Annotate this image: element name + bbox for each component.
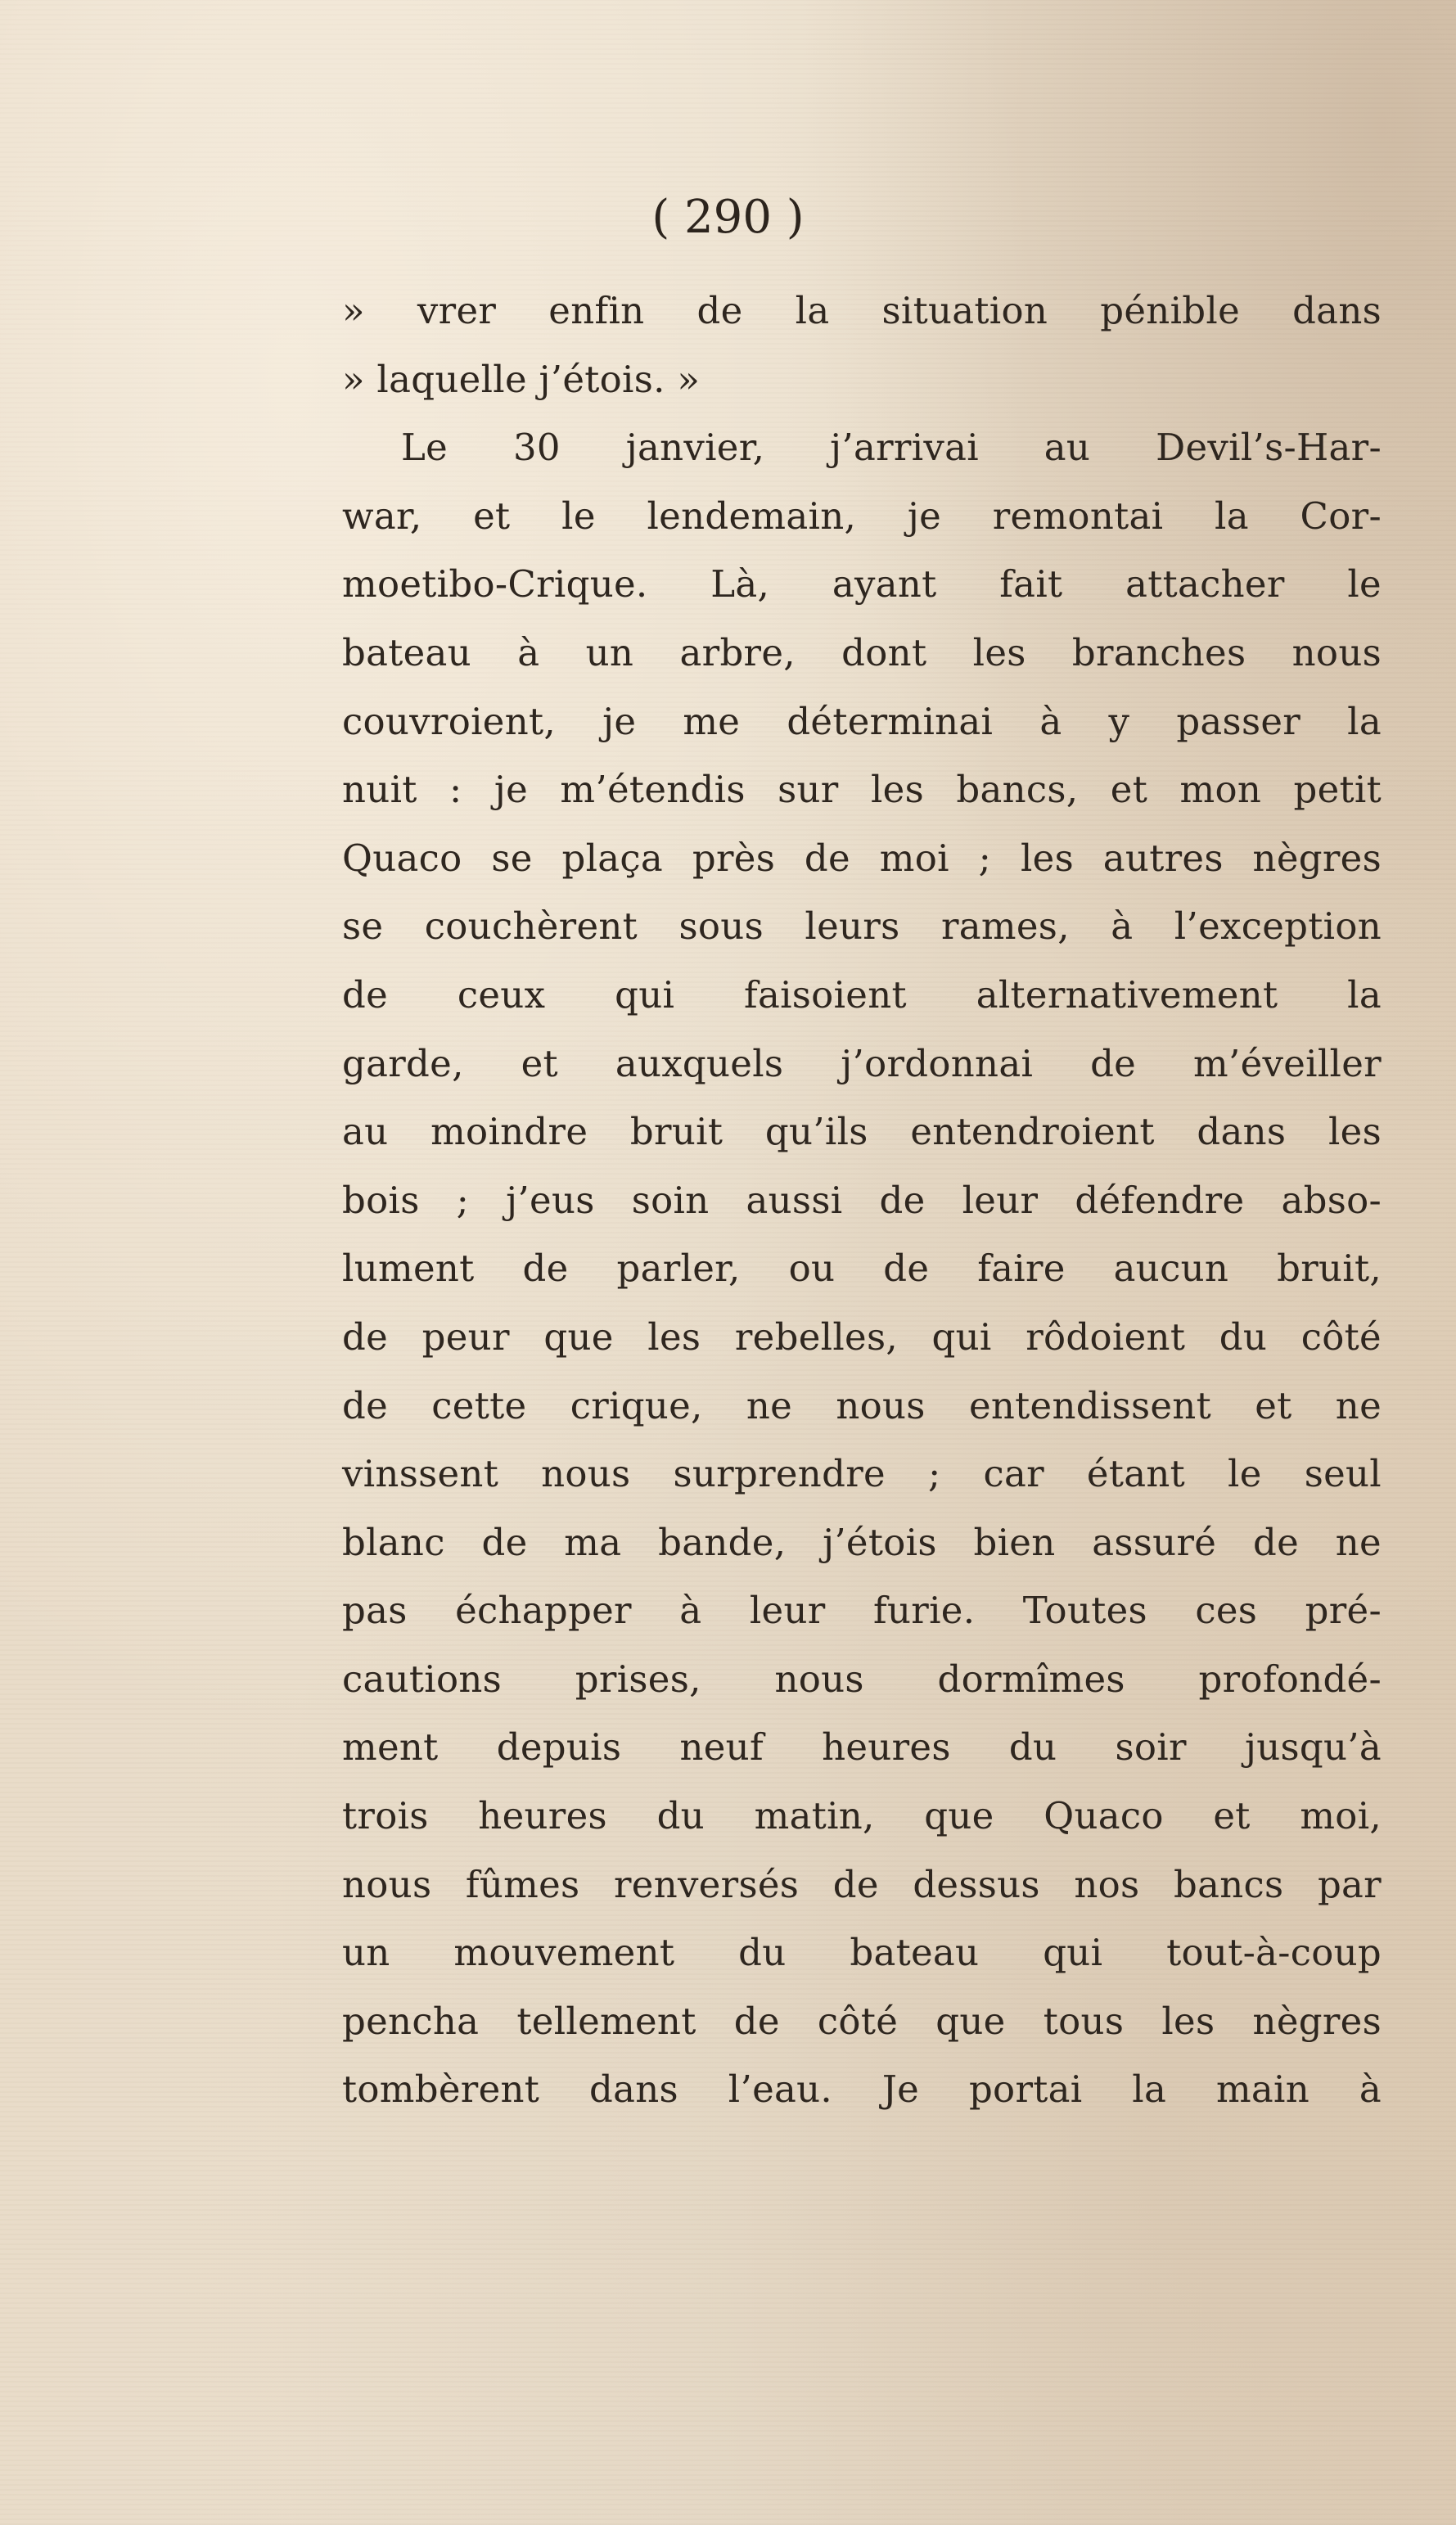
text-line: se couchèrent sous leurs rames, à l’exception: [342, 904, 1382, 949]
page-number: ( 290 ): [651, 191, 805, 244]
text-line: lument de parler, ou de faire aucun bruit,: [342, 1247, 1382, 1291]
text-line: war, et le lendemain, je remontai la Cor-: [342, 494, 1382, 538]
text-line: de ceux qui faisoient alternativement la: [342, 972, 1382, 1017]
text-line: un mouvement du bateau qui tout-à-coup: [342, 1931, 1382, 1975]
body-text: [342, 277, 1382, 2124]
text-line: » laquelle j’étois. »: [342, 357, 701, 401]
text-line: pas échapper à leur furie. Toutes ces pré-: [342, 1589, 1382, 1633]
text-line: pencha tellement de côté que tous les nègres: [342, 1999, 1382, 2043]
text-line: trois heures du matin, que Quaco et moi,: [342, 1794, 1382, 1838]
text-line: blanc de ma bande, j’étois bien assuré de ne: [342, 1520, 1382, 1564]
text-line: de peur que les rebelles, qui rôdoient du côté: [342, 1314, 1382, 1359]
text-line: ment depuis neuf heures du soir jusqu’à: [342, 1725, 1382, 1770]
text-line: tombèrent dans l’eau. Je portai la main à: [342, 2067, 1382, 2112]
text-line: garde, et auxquels j’ordonnai de m’éveiller: [342, 1041, 1382, 1085]
text-line: au moindre bruit qu’ils entendroient dans les: [342, 1110, 1382, 1154]
text-line: bois ; j’eus soin aussi de leur défendre abso-: [342, 1178, 1382, 1222]
text-line: nous fûmes renversés de dessus nos bancs par: [342, 1862, 1382, 1906]
text-line: de cette crique, ne nous entendissent et ne: [342, 1383, 1382, 1427]
text-line: nuit : je m’étendis sur les bancs, et mon petit: [342, 768, 1382, 812]
text-line: vinssent nous surprendre ; car étant le seul: [342, 1452, 1382, 1496]
text-line: couvroient, je me déterminai à y passer la: [342, 699, 1382, 743]
text-line: Quaco se plaça près de moi ; les autres nègres: [342, 836, 1382, 880]
text-line: cautions prises, nous dormîmes profondé-: [342, 1657, 1382, 1701]
text-line: Le 30 janvier, j’arrivai au Devil’s-Har-: [401, 426, 1382, 470]
text-line: » vrer enfin de la situation pénible dans: [342, 289, 1382, 332]
text-line: moetibo-Crique. Là, ayant fait attacher le: [342, 562, 1382, 606]
text-line: bateau à un arbre, dont les branches nous: [342, 630, 1382, 674]
